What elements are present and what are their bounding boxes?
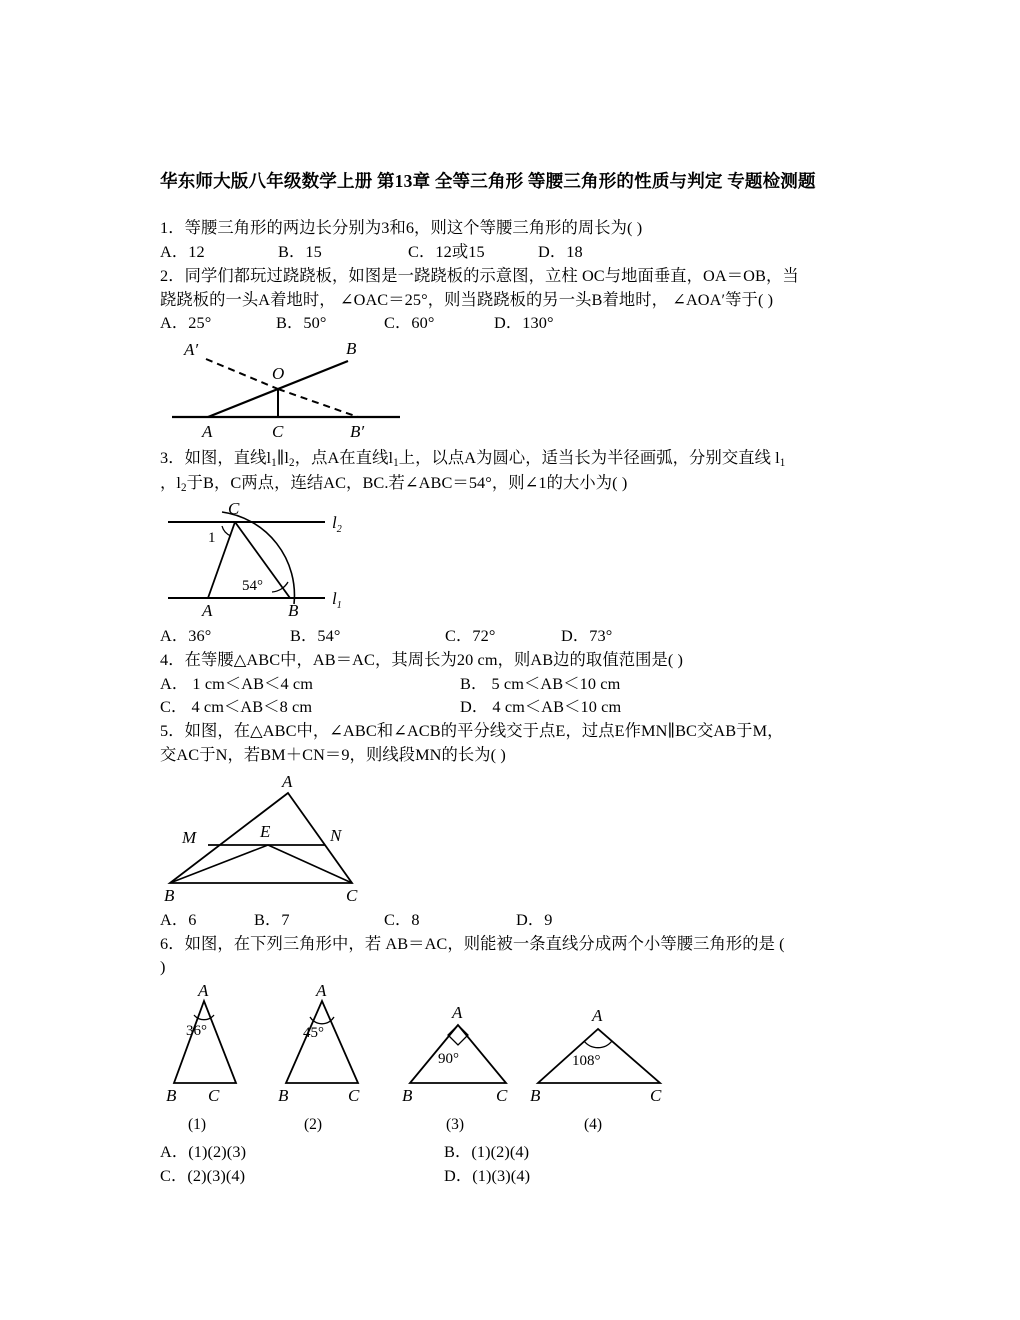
question-4-options-row2 — [160, 695, 880, 719]
question-2-stem-line1: 2．同学们都玩过跷跷板，如图是一跷跷板的示意图，立柱 OC与地面垂直，OA＝OB，当 — [160, 265, 799, 285]
question-3-stem-line2: ，$l_2$于B，C两点，连结AC，BC.若∠ABC＝54°，则∠1的大小为( ) — [160, 473, 628, 494]
question-2-options — [160, 311, 880, 335]
dashed-o-b-prime — [278, 389, 358, 417]
triangle-3-label-c: C — [496, 1086, 508, 1106]
question-1-options — [160, 240, 880, 264]
q3-option-d[interactable]: D．73° — [561, 626, 613, 646]
question-6-stem-line1: 6．如图，在下列三角形中，若 AB＝AC，则能被一条直线分成两个小等腰三角形的是 ( — [160, 933, 785, 953]
q5-option-c[interactable]: C．8 — [384, 909, 420, 929]
label-a: A — [202, 422, 213, 442]
q6-option-d[interactable]: D．(1)(3)(4) — [444, 1165, 531, 1185]
label-angle-54: 54° — [242, 578, 263, 595]
q4-option-d[interactable]: D． 4 cm＜AB＜10 cm — [460, 697, 622, 717]
question-5-stem-line2: 交AC于N，若BM＋CN＝9，则线段MN的长为( ) — [160, 744, 506, 764]
label-m: M — [182, 827, 197, 847]
document-body — [160, 168, 880, 1188]
q2-option-a[interactable]: A．25° — [160, 313, 212, 333]
q1-option-b[interactable]: B．15 — [278, 242, 322, 262]
triangle-4-label-c: C — [650, 1086, 662, 1106]
label-l2: $l_2$ — [332, 513, 342, 536]
q6-option-b[interactable]: B．(1)(2)(4) — [444, 1142, 530, 1162]
dashed-a-prime-o — [206, 359, 278, 389]
figure-four-triangles — [160, 983, 880, 1138]
label-e: E — [260, 821, 271, 841]
q4-option-b[interactable]: B． 5 cm＜AB＜10 cm — [460, 673, 621, 693]
question-1-stem: 1．等腰三角形的两边长分别为3和6，则这个等腰三角形的周长为( ) — [160, 218, 643, 238]
parallel-lines-svg — [160, 500, 480, 622]
label-l1: $l_1$ — [332, 589, 342, 612]
figure-seesaw — [160, 339, 880, 444]
triangle-1-label-b: B — [166, 1086, 177, 1106]
q5-option-d[interactable]: D．9 — [516, 909, 553, 929]
four-triangles-svg — [160, 983, 720, 1138]
q4-option-a[interactable]: A． 1 cm＜AB＜4 cm — [160, 673, 313, 693]
question-6-stem-line2: ) — [160, 957, 166, 977]
q2-option-c[interactable]: C．60° — [384, 313, 435, 333]
triangle-1-caption: (1) — [188, 1116, 207, 1134]
triangle-2-label-a: A — [316, 981, 327, 1001]
q1-option-c[interactable]: C．12或15 — [408, 242, 485, 262]
triangle-2-apex-angle: 45° — [303, 1025, 324, 1042]
triangle-1-label-a: A — [198, 981, 209, 1001]
triangle-4-caption: (4) — [584, 1116, 603, 1134]
question-5-options — [160, 908, 880, 932]
label-a-prime: A′ — [184, 340, 199, 360]
triangle-1 — [174, 1001, 236, 1083]
label-b: B — [346, 339, 357, 359]
question-4-options-row1 — [160, 672, 880, 696]
triangle-2 — [286, 1001, 358, 1083]
triangle-3-label-a: A — [452, 1003, 463, 1023]
q4-option-c[interactable]: C． 4 cm＜AB＜8 cm — [160, 697, 313, 717]
q1-option-a[interactable]: A．12 — [160, 242, 205, 262]
triangle-2-caption: (2) — [304, 1116, 323, 1134]
q6-option-a[interactable]: A．(1)(2)(3) — [160, 1142, 247, 1162]
q2-option-b[interactable]: B．50° — [276, 313, 327, 333]
figure-bisector-triangle — [160, 771, 880, 906]
label-o: O — [272, 364, 285, 384]
question-4-stem: 4．在等腰△ABC中，AB＝AC，其周长为20 cm，则AB边的取值范围是( ) — [160, 649, 684, 669]
triangle-1-apex-angle: 36° — [186, 1023, 207, 1040]
triangle-4-angle-arc — [584, 1041, 612, 1048]
triangle-3-right-angle-mark — [448, 1025, 468, 1045]
triangle-3-apex-angle: 90° — [438, 1051, 459, 1068]
q3-option-a[interactable]: A．36° — [160, 626, 212, 646]
bisector-triangle-svg — [160, 771, 480, 906]
q3-option-b[interactable]: B．54° — [290, 626, 341, 646]
triangle-4-label-b: B — [530, 1086, 541, 1106]
label-a: A — [202, 601, 213, 621]
question-6-options-row1 — [160, 1140, 880, 1164]
triangle-4-apex-angle: 108° — [572, 1053, 601, 1070]
triangle-3-caption: (3) — [446, 1116, 465, 1134]
question-2-stem-line2: 跷跷板的一头A着地时， ∠OAC＝25°，则当跷跷板的另一头B着地时， ∠AOA′等于( ) — [160, 289, 774, 309]
label-c: C — [228, 499, 240, 519]
triangle-2-label-c: C — [348, 1086, 360, 1106]
question-6-options-row2 — [160, 1164, 880, 1188]
label-angle-1: 1 — [208, 530, 216, 547]
label-b: B — [288, 601, 299, 621]
q5-option-a[interactable]: A．6 — [160, 909, 197, 929]
question-5-stem-line1: 5．如图，在△ABC中，∠ABC和∠ACB的平分线交于点E，过点E作MN∥BC交AB于M， — [160, 721, 784, 741]
q6-option-c[interactable]: C．(2)(3)(4) — [160, 1165, 246, 1185]
q3-option-c[interactable]: C．72° — [445, 626, 496, 646]
triangle-3-label-b: B — [402, 1086, 413, 1106]
question-3-stem-line1: 3．如图，直线$l_1\parallel l_2$，点A在直线$l_1$上，以点A为圆心，适当长为半径画弧，分别交直线 $l_1$ — [160, 448, 786, 469]
label-b: B — [164, 885, 175, 905]
question-3-options — [160, 624, 880, 648]
label-c: C — [272, 422, 284, 442]
segment-be — [170, 845, 268, 883]
label-b-prime: B′ — [350, 422, 365, 442]
triangle-1-label-c: C — [208, 1086, 220, 1106]
q5-option-b[interactable]: B．7 — [254, 909, 290, 929]
q1-option-d[interactable]: D．18 — [538, 242, 583, 262]
figure-parallel-lines — [160, 500, 880, 622]
label-n: N — [330, 825, 342, 845]
triangle-4-label-a: A — [592, 1006, 603, 1026]
page-title: 华东师大版八年级数学上册 第13章 全等三角形 等腰三角形的性质与判定 专题检测题 — [160, 171, 816, 191]
triangle-2-label-b: B — [278, 1086, 289, 1106]
label-a: A — [282, 771, 293, 791]
seesaw-svg — [160, 339, 460, 444]
q2-option-d[interactable]: D．130° — [494, 313, 554, 333]
label-c: C — [346, 885, 358, 905]
